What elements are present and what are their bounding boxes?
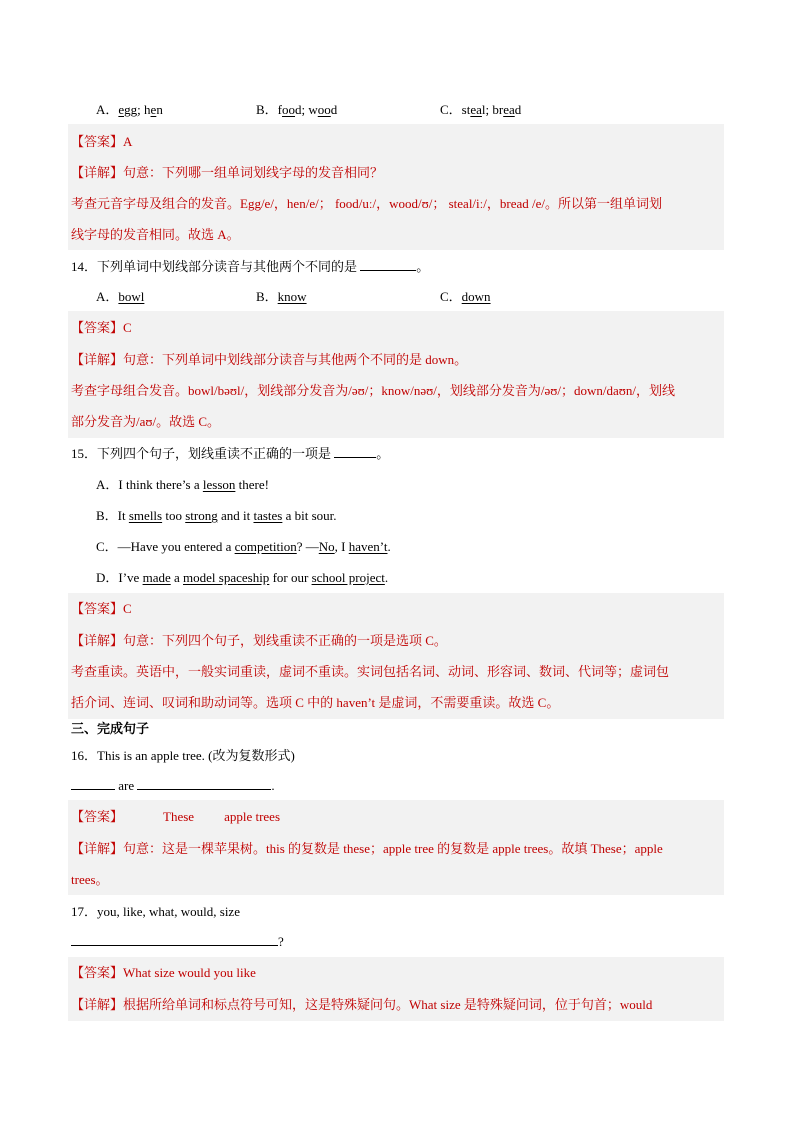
underlined-text: ea	[503, 102, 515, 117]
q14-option-a: A．bowl	[96, 289, 145, 304]
question-15-stem: 15．下列四个句子，划线重读不正确的一项是 。	[71, 446, 390, 461]
answer-line: 【答案】A	[71, 134, 133, 149]
detail-line: 【详解】根据所给单词和标点符号可知，这是特殊疑问句。What size 是特殊疑问词，位于句首；would	[71, 997, 653, 1012]
detail-line: 【详解】句意：下列四个句子，划线重读不正确的一项是选项 C。	[71, 633, 447, 648]
q15-option-d: D．I’ve made a model spaceship for our school project.	[96, 570, 389, 585]
underlined-text: bowl	[118, 289, 145, 304]
q14-option-c: C．down	[440, 289, 491, 304]
underlined-text: down	[461, 289, 491, 304]
q15-option-c: C．—Have you entered a competition? —No, I haven’t.	[96, 539, 391, 554]
underlined-text: know	[277, 289, 307, 304]
detail-line: 括介词、连词、叹词和助动词等。选项 C 中的 haven’t 是虚词，不需要重读。故选 C。	[71, 695, 560, 710]
underlined-text: competition	[234, 539, 297, 554]
detail-line: 【详解】句意：下列哪一组单词划线字母的发音相同？	[71, 165, 384, 180]
q17-blank-line: ?	[71, 933, 284, 951]
q16-blank-line: are .	[71, 777, 275, 795]
question-17-stem: 17．you, like, what, would, size	[71, 904, 240, 919]
answer-line: 【答案】C	[71, 601, 132, 616]
underlined-text: tastes	[253, 508, 283, 523]
q13-option-a: A．egg; hen	[96, 102, 163, 117]
question-16-stem: 16．This is an apple tree. (改为复数形式)	[71, 748, 295, 763]
detail-line: 部分发音为/aʊ/。故选 C。	[71, 414, 221, 429]
underlined-text: strong	[185, 508, 218, 523]
q13-option-c: C．steal; bread	[440, 102, 522, 117]
answer-line: 【答案】 These apple trees	[71, 809, 281, 824]
question-14-stem: 14．下列单词中划线部分读音与其他两个不同的是 。	[71, 259, 430, 274]
answer-blank	[71, 933, 278, 946]
detail-line: 线字母的发音相同。故选 A。	[71, 227, 240, 242]
detail-line: 【详解】句意：这是一棵苹果树。this 的复数是 these；apple tree 的复数是 apple trees。故填 These；apple	[71, 841, 663, 856]
answer-blank	[360, 258, 416, 271]
answer-line: 【答案】What size would you like	[71, 965, 256, 980]
detail-line: 考查字母组合发音。bowl/bəʊl/，划线部分发音为/əʊ/；know/nəʊ/，划线部分发音为/əʊ/；down/daʊn/，划线	[71, 383, 676, 398]
answer-blank	[71, 777, 115, 790]
underlined-text: ea	[470, 102, 482, 117]
detail-line: 考查元音字母及组合的发音。Egg/e/，hen/e/； food/uː/，wood/ʊ/； steal/iː/，bread /e/。所以第一组单词划	[71, 196, 662, 211]
q14-option-b: B．know	[256, 289, 307, 304]
underlined-text: egg	[118, 102, 138, 117]
underlined-text: e	[150, 102, 157, 117]
answer-blank	[137, 777, 271, 790]
underlined-text: smells	[128, 508, 163, 523]
section-heading: 三、完成句子	[71, 721, 150, 736]
underlined-text: haven’t	[348, 539, 388, 554]
q15-option-a: A．I think there’s a lesson there!	[96, 477, 269, 492]
underlined-text: made	[142, 570, 171, 585]
q13-option-b: B．food; wood	[256, 102, 338, 117]
underlined-text: model spaceship	[183, 570, 270, 585]
underlined-text: oo	[282, 102, 296, 117]
underlined-text: No	[318, 539, 335, 554]
detail-line: 【详解】句意：下列单词中划线部分读音与其他两个不同的是 down。	[71, 352, 468, 367]
detail-line: 考查重读。英语中，一般实词重读，虚词不重读。实词包括名词、动词、形容词、数词、代词等；虚词包	[71, 664, 670, 679]
q15-option-b: B．It smells too strong and it tastes a bit sour.	[96, 508, 337, 523]
answer-line: 【答案】C	[71, 320, 132, 335]
underlined-text: school project	[311, 570, 385, 585]
detail-line: trees。	[71, 872, 109, 887]
underlined-text: lesson	[202, 477, 236, 492]
underlined-text: oo	[317, 102, 331, 117]
answer-blank	[334, 445, 376, 458]
